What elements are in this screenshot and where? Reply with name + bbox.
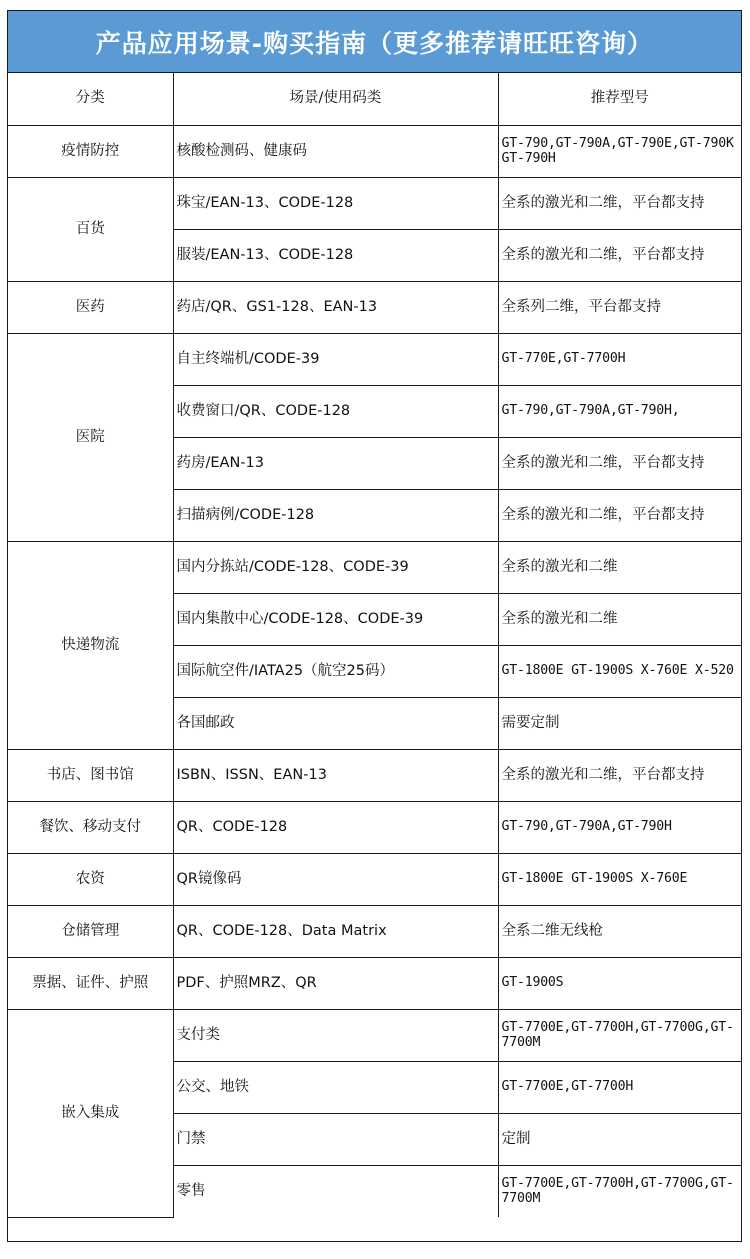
scenario-cell: 国内分拣站/CODE-128、CODE-39	[173, 541, 498, 593]
table-row	[8, 177, 741, 229]
table-row	[8, 957, 741, 1009]
scenario-cell: PDF、护照MRZ、QR	[173, 957, 498, 1009]
category-cell: 快递物流	[8, 541, 173, 749]
scenario-cell: 药店/QR、GS1-128、EAN-13	[173, 281, 498, 333]
model-cell: GT-7700E,GT-7700H	[498, 1061, 741, 1113]
model-cell: GT-7700E,GT-7700H,GT-7700G,GT-7700M	[498, 1165, 741, 1217]
header-model: 推荐型号	[498, 73, 741, 125]
scenario-cell: 收费窗口/QR、CODE-128	[173, 385, 498, 437]
model-cell: GT-1800E GT-1900S X-760E	[498, 853, 741, 905]
model-cell: GT-7700E,GT-7700H,GT-7700G,GT-7700M	[498, 1009, 741, 1061]
table-row	[8, 125, 741, 177]
category-cell: 百货	[8, 177, 173, 281]
model-cell: GT-790,GT-790A,GT-790H	[498, 801, 741, 853]
category-cell: 医院	[8, 333, 173, 541]
title-bar	[8, 11, 741, 73]
header-category: 分类	[8, 73, 173, 125]
category-cell: 农资	[8, 853, 173, 905]
table-row	[8, 1009, 741, 1061]
scenario-cell: 支付类	[173, 1009, 498, 1061]
model-cell: 全系的激光和二维，平台都支持	[498, 229, 741, 281]
category-cell: 餐饮、移动支付	[8, 801, 173, 853]
category-cell: 票据、证件、护照	[8, 957, 173, 1009]
model-cell: 全系的激光和二维，平台都支持	[498, 437, 741, 489]
scenario-cell: 珠宝/EAN-13、CODE-128	[173, 177, 498, 229]
table-row	[8, 333, 741, 385]
scenario-cell: 扫描病例/CODE-128	[173, 489, 498, 541]
category-cell: 仓储管理	[8, 905, 173, 957]
scenario-cell: 零售	[173, 1165, 498, 1217]
table-row	[8, 541, 741, 593]
model-cell: 全系列二维，平台都支持	[498, 281, 741, 333]
scenario-cell: 国际航空件/IATA25（航空25码）	[173, 645, 498, 697]
model-cell: 定制	[498, 1113, 741, 1165]
scenario-cell: 药房/EAN-13	[173, 437, 498, 489]
scenario-cell: QR、CODE-128	[173, 801, 498, 853]
header-scenario: 场景/使用码类	[173, 73, 498, 125]
model-cell: 全系二维无线枪	[498, 905, 741, 957]
model-cell: 全系的激光和二维	[498, 541, 741, 593]
category-cell: 医药	[8, 281, 173, 333]
scenario-cell: QR、CODE-128、Data Matrix	[173, 905, 498, 957]
table-row	[8, 749, 741, 801]
scenario-cell: 自主终端机/CODE-39	[173, 333, 498, 385]
table-row	[8, 853, 741, 905]
guide-sheet	[7, 10, 742, 1242]
scenario-cell: 服装/EAN-13、CODE-128	[173, 229, 498, 281]
scenario-table	[8, 73, 741, 1218]
model-cell: GT-790,GT-790A,GT-790E,GT-790K GT-790H	[498, 125, 741, 177]
scenario-cell: QR镜像码	[173, 853, 498, 905]
model-cell: GT-790,GT-790A,GT-790H,	[498, 385, 741, 437]
scenario-cell: 门禁	[173, 1113, 498, 1165]
model-cell: 全系的激光和二维，平台都支持	[498, 489, 741, 541]
table-row	[8, 281, 741, 333]
model-cell: GT-1900S	[498, 957, 741, 1009]
category-cell: 疫情防控	[8, 125, 173, 177]
model-cell: GT-1800E GT-1900S X-760E X-520	[498, 645, 741, 697]
model-cell: 全系的激光和二维，平台都支持	[498, 177, 741, 229]
category-cell: 书店、图书馆	[8, 749, 173, 801]
scenario-cell: ISBN、ISSN、EAN-13	[173, 749, 498, 801]
table-row	[8, 905, 741, 957]
model-cell: 需要定制	[498, 697, 741, 749]
category-cell: 嵌入集成	[8, 1009, 173, 1217]
model-cell: 全系的激光和二维	[498, 593, 741, 645]
page-title: 产品应用场景-购买指南（更多推荐请旺旺咨询）	[95, 28, 654, 58]
scenario-cell: 核酸检测码、健康码	[173, 125, 498, 177]
scenario-cell: 国内集散中心/CODE-128、CODE-39	[173, 593, 498, 645]
header-row	[8, 73, 741, 125]
scenario-cell: 公交、地铁	[173, 1061, 498, 1113]
table-row	[8, 801, 741, 853]
model-cell: GT-770E,GT-7700H	[498, 333, 741, 385]
model-cell: 全系的激光和二维，平台都支持	[498, 749, 741, 801]
scenario-cell: 各国邮政	[173, 697, 498, 749]
